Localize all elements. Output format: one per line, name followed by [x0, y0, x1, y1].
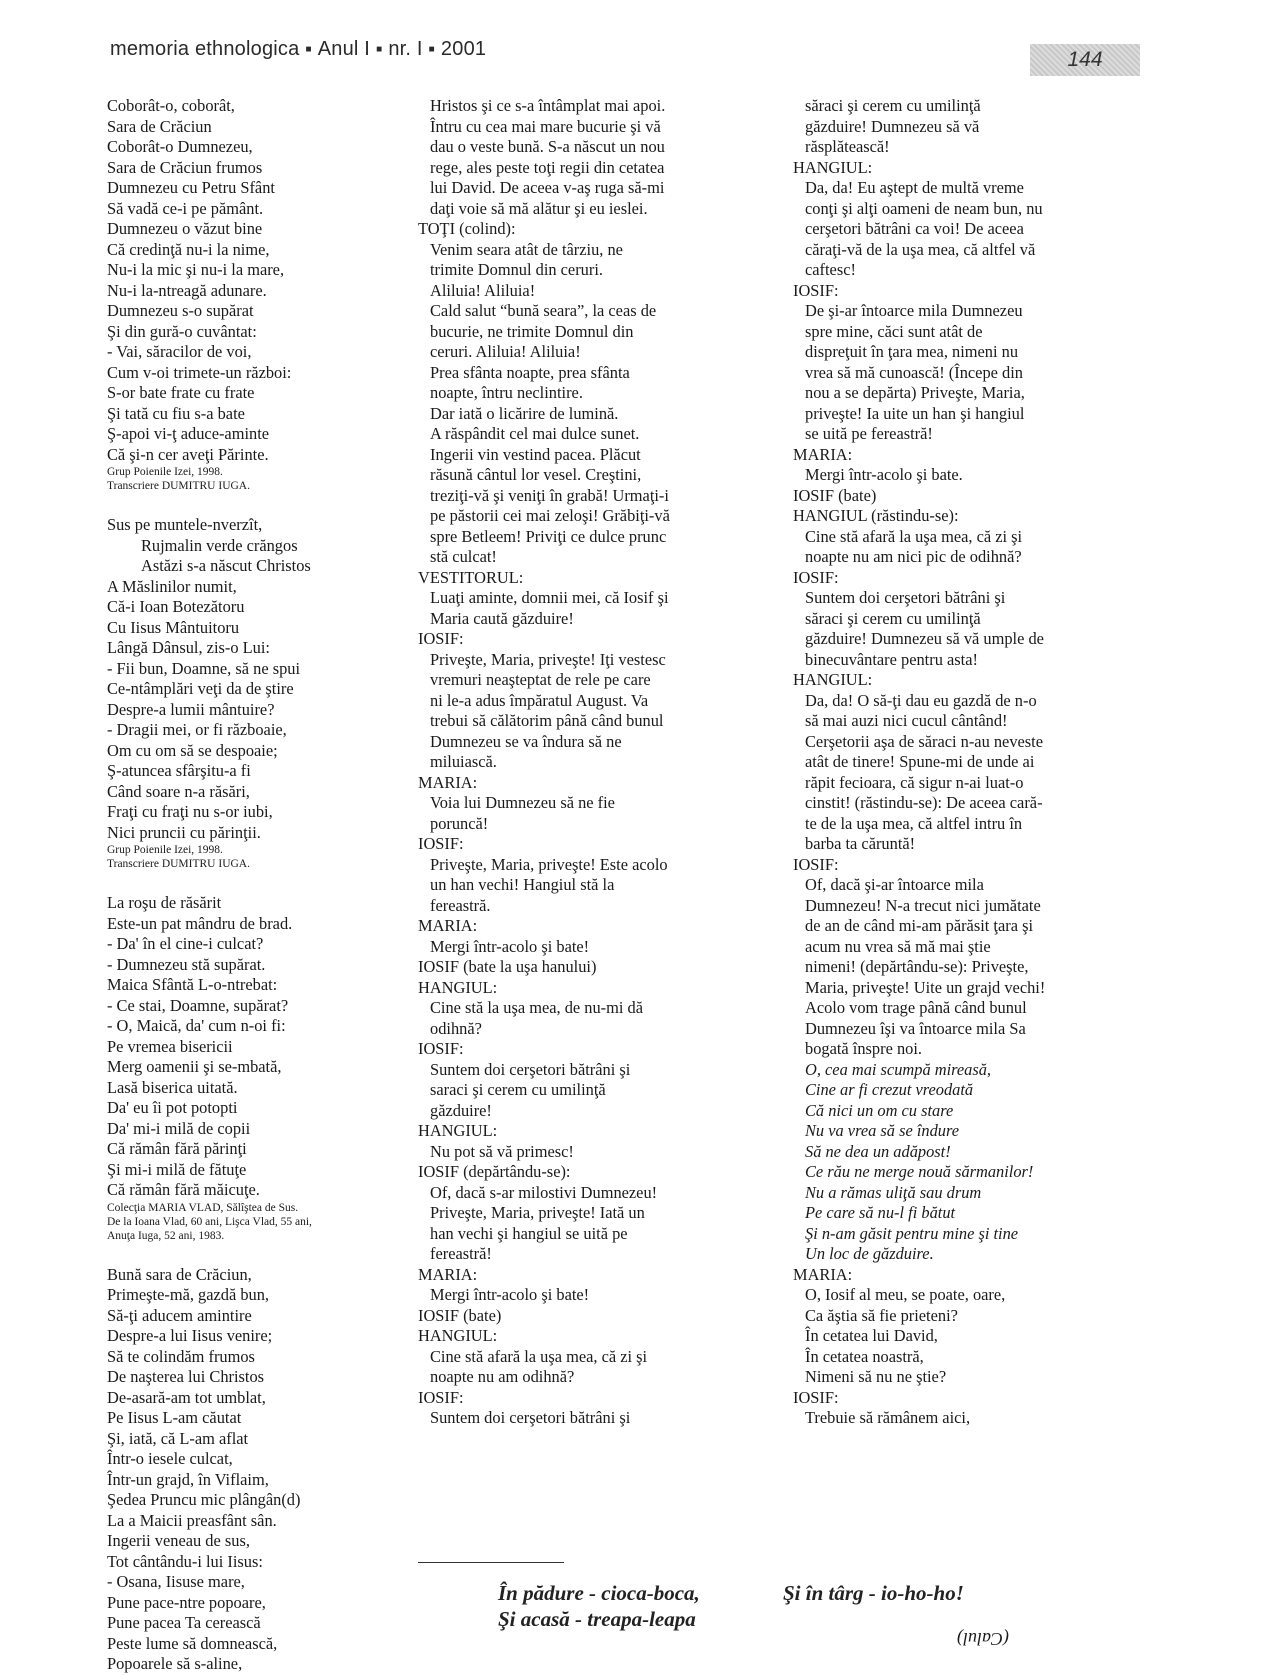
poem-line: La roşu de răsărit [107, 893, 222, 912]
dialogue-line: saraci şi cerem cu umilinţă [430, 1080, 606, 1099]
dialogue-line: căraţi-vă de la uşa mea, că altfel vă [805, 239, 1036, 259]
speaker-label: IOSIF (bate) [793, 485, 877, 505]
poem-line: Pune pacea Ta cerească [107, 1613, 261, 1632]
poem-line: Maica Sfântă L-o-ntrebat: [107, 975, 278, 994]
dialogue-line: lui David. De aceea v-aş ruga să-mi [430, 178, 665, 197]
column-play-part1 [418, 96, 758, 1429]
dialogue-line: săraci şi cerem cu umilinţă [805, 608, 981, 628]
poem-line: A Măslinilor numit, [107, 576, 237, 596]
verse-line: O, cea mai scumpă mireasă, [805, 1059, 992, 1079]
poem-line: Tot cântându-i lui Iisus: [107, 1551, 263, 1571]
poem-line: Să-ţi aducem amintire [107, 1305, 252, 1325]
running-header [110, 38, 486, 61]
dialogue-line: Cine stă afară la uşa mea, că zi şi [805, 526, 1023, 546]
dialogue-line: Of, dacă s-ar milostivi Dumnezeu! [430, 1182, 658, 1202]
dialogue-line: han vechi şi hangiul se uită pe [430, 1223, 628, 1243]
poem-line: Că şi-n cer aveţi Părinte. [107, 444, 269, 464]
dialogue-line: spre mine, căci sunt atât de [805, 321, 983, 341]
speaker-label: IOSIF: [793, 854, 839, 874]
riddle-left [498, 1580, 700, 1632]
verse-line: Să ne dea un adăpost! [805, 1141, 951, 1161]
dialogue-line: noapte nu am nici pic de odihnă? [805, 547, 1022, 566]
poem-line: Popoarele să s-aline, [107, 1654, 243, 1673]
poem-line: Şi, iată, că L-am aflat [107, 1428, 249, 1448]
dialogue-line: Cine stă afară la uşa mea, că zi şi [430, 1346, 648, 1366]
poem-line: Că rămân fără părinţi [107, 1139, 247, 1158]
stanza-gap [107, 493, 407, 515]
poem-credit: De la Ioana Vlad, 60 ani, Lişca Vlad, 55 ani, [107, 1215, 312, 1228]
speaker-label: MARIA: [418, 916, 478, 935]
dialogue-line: trimite Domnul din ceruri. [430, 260, 603, 279]
column-play-part2 [793, 96, 1143, 1429]
dialogue-line: răsună cântul lor vesel. Creştini, [430, 465, 642, 484]
dialogue-line: găzduire! Dumnezeu să vă umple de [805, 629, 1044, 648]
poem-credit: Anuţa Iuga, 52 ani, 1983. [107, 1229, 225, 1242]
dialogue-line: trebui să călătorim până când bunul [430, 711, 664, 730]
riddle-line: În pădure - cioca-boca, [498, 1581, 700, 1605]
speaker-label: HANGIUL: [418, 1121, 498, 1140]
dialogue-line: dau o veste bună. S-a născut un nou [430, 137, 665, 156]
poem-credit: Transcriere DUMITRU IUGA. [107, 480, 250, 492]
dialogue-line: săraci şi cerem cu umilinţă [805, 96, 981, 115]
poem-line: Pe vremea bisericii [107, 1036, 233, 1056]
dialogue-line: Ingerii vin vestind pacea. Plăcut [430, 444, 641, 464]
dialogue-line: Nimeni să nu ne ştie? [805, 1367, 947, 1386]
poem-line: Este-un pat mândru de brad. [107, 913, 293, 933]
journal-year: Anul I [317, 38, 371, 60]
poem-line: Pe Iisus L-am căutat [107, 1408, 242, 1427]
dialogue-line: nimeni! (depărtându-se): Priveşte, [805, 957, 1029, 976]
dialogue-line: răpit fecioara, că sigur n-ai luat-o [805, 772, 1024, 792]
poem-line: - Da' în el cine-i culcat? [107, 934, 264, 953]
speaker-label: MARIA: [793, 1264, 853, 1284]
dialogue-line: Prea sfânta noapte, prea sfânta [430, 362, 630, 382]
poem-line: Lângă Dânsul, zis-o Lui: [107, 638, 270, 657]
journal-title: memoria ethnologica [110, 38, 300, 60]
poem-line: Să te colindăm frumos [107, 1346, 255, 1366]
poem-line: Cum v-oi trimete-un război: [107, 362, 292, 382]
poem-line: Peste lume să domnească, [107, 1633, 278, 1653]
stanza-gap [107, 1243, 407, 1265]
verse-line: Şi n-am găsit pentru mine şi tine [805, 1223, 1019, 1243]
dialogue-line: noapte, întru neclintire. [430, 383, 583, 402]
stanza-gap [107, 871, 407, 893]
poem-line: - Vai, săracilor de voi, [107, 342, 252, 361]
dialogue-line: Mergi într-acolo şi bate. [805, 465, 963, 484]
dialogue-line: Cine stă la uşa mea, de nu-mi dă [430, 998, 644, 1017]
poem-line: Merg oamenii şi se-mbată, [107, 1057, 282, 1076]
poem-line: Că-i Ioan Botezătoru [107, 597, 245, 616]
speaker-label: IOSIF: [418, 834, 464, 853]
dialogue-line: Da, da! O să-ţi dau eu gazdă de n-o [805, 690, 1037, 710]
page-number: 144 [1030, 44, 1140, 76]
speaker-label: IOSIF: [418, 1039, 464, 1058]
poem-line: Dumnezeu cu Petru Sfânt [107, 178, 275, 197]
speaker-label: HANGIUL: [793, 157, 873, 177]
dialogue-line: Cerşetorii aşa de săraci n-au neveste [805, 731, 1044, 751]
poem-line: Nu-i la-ntreagă adunare. [107, 280, 267, 300]
dialogue-line: Acolo vom trage până când bunul [805, 998, 1027, 1017]
dialogue-line: Cald salut “bună seara”, la ceas de [430, 301, 657, 320]
poem-line: Ş-atuncea sfârşitu-a fi [107, 761, 251, 780]
speaker-label: MARIA: [418, 772, 478, 792]
dialogue-line: se uită pe fereastră! [805, 424, 933, 443]
dialogue-line: Maria caută găzduire! [430, 608, 574, 628]
dialogue-line: noapte nu am odihnă? [430, 1367, 575, 1386]
poem-line: Om cu om să se despoaie; [107, 740, 278, 760]
poem-line: Când soare n-a răsări, [107, 781, 250, 801]
dialogue-line: găzduire! Dumnezeu să vă [805, 116, 980, 136]
poem-line: Coborât-o, coborât, [107, 96, 235, 115]
speaker-label: HANGIUL: [418, 977, 498, 997]
poem-line: Ingerii veneau de sus, [107, 1531, 250, 1550]
dialogue-line: Dumnezeu se va îndura să ne [430, 731, 622, 751]
divider-line [418, 1562, 564, 1563]
speaker-label: IOSIF (bate) [418, 1305, 502, 1325]
poem-line: Sara de Crăciun frumos [107, 157, 263, 177]
dialogue-line: cerşetori bătrâni ca voi! De aceea [805, 219, 1024, 238]
dialogue-line: vrea să mă cunoască! (Începe din [805, 362, 1023, 382]
dialogue-line: priveşte! Ia uite un han şi hangiul [805, 403, 1025, 423]
dialogue-line: O, Iosif al meu, se poate, oare, [805, 1285, 1006, 1304]
dialogue-line: Da, da! Eu aştept de multă vreme [805, 178, 1024, 197]
dialogue-line: miluiască. [430, 752, 497, 771]
poem-line: Într-o iesele culcat, [107, 1449, 233, 1468]
verse-line: Nu a rămas uliţă sau drum [805, 1182, 982, 1202]
poem-line: Nu-i la mic şi nu-i la mare, [107, 260, 285, 279]
dialogue-line: Dumnezeu îşi va întoarce mila Sa [805, 1018, 1026, 1038]
dialogue-line: Of, dacă şi-ar întoarce mila [805, 875, 984, 894]
dialogue-line: binecuvântare pentru asta! [805, 649, 978, 669]
riddle-answer-inverted: (Calul) [957, 1629, 1009, 1649]
dialogue-line: să mai auzi nici cucul cântând! [805, 711, 1008, 730]
journal-number: nr. I [388, 38, 423, 60]
speaker-label: HANGIUL: [793, 670, 873, 689]
poem-line: Şi tată cu fiu s-a bate [107, 403, 245, 423]
speaker-label: IOSIF: [793, 567, 839, 587]
dialogue-line: spre Betleem! Priviţi ce dulce prunc [430, 526, 667, 546]
dialogue-line: rege, ales peste toţi regii din cetatea [430, 157, 665, 177]
speaker-label: IOSIF: [418, 629, 464, 648]
dialogue-line: poruncă! [430, 813, 489, 833]
dialogue-line: Priveşte, Maria, priveşte! Este acolo [430, 854, 668, 874]
speaker-label: IOSIF: [793, 280, 839, 300]
poem-line: De naşterea lui Christos [107, 1367, 265, 1386]
dialogue-line: pe păstorii cei mai zeloşi! Grăbiţi-vă [430, 506, 670, 525]
poem-line: Primeşte-mă, gazdă bun, [107, 1285, 270, 1304]
speaker-label: MARIA: [793, 444, 853, 464]
poem-credit: Colecţia MARIA VLAD, Sălîştea de Sus. [107, 1201, 299, 1214]
separator-square-icon: ■ [305, 44, 312, 56]
dialogue-line: vremuri neaşteptat de rele pe care [430, 670, 651, 689]
dialogue-line: de an de când mi-am părăsit ţara şi [805, 916, 1034, 935]
dialogue-line: ni le-a adus împăratul August. Va [430, 690, 649, 710]
dialogue-line: Priveşte, Maria, priveşte! Iţi vestesc [430, 649, 666, 669]
dialogue-line: fereastră! [430, 1244, 492, 1263]
poem-line: Că credinţă nu-i la nime, [107, 239, 270, 259]
dialogue-line: fereastră. [430, 895, 491, 915]
dialogue-line: Dar iată o licărire de lumină. [430, 403, 619, 423]
dialogue-line: De şi-ar întoarce mila Dumnezeu [805, 301, 1023, 320]
poem-line: Rujmalin verde crăngos [141, 535, 298, 555]
dialogue-line: odihnă? [430, 1018, 482, 1038]
dialogue-line: treziţi-vă şi veniţi în grabă! Urmaţi-i [430, 485, 669, 505]
dialogue-line: atât de tinere! Spune-mi de unde ai [805, 752, 1035, 771]
journal-date: 2001 [440, 38, 487, 60]
poem-line: - Osana, Iisuse mare, [107, 1572, 245, 1591]
speaker-label: VESTITORUL: [418, 567, 524, 587]
speaker-label: IOSIF (bate la uşa hanului) [418, 957, 597, 976]
dialogue-line: Voia lui Dumnezeu să ne fie [430, 793, 615, 812]
dialogue-line: Suntem doi cerşetori bătrâni şi [805, 588, 1006, 607]
dialogue-line: Dumnezeu! N-a trecut nici jumătate [805, 895, 1041, 915]
dialogue-line: În cetatea lui David, [805, 1326, 938, 1345]
poem-line: Şi mi-i milă de fătuţe [107, 1159, 247, 1179]
poem-line: Bună sara de Crăciun, [107, 1264, 252, 1284]
poem-credit: Transcriere DUMITRU IUGA. [107, 858, 250, 870]
poem-line: Ş-apoi vi-ţ aduce-aminte [107, 424, 270, 443]
poem-line: - Dragii mei, or fi războaie, [107, 720, 287, 739]
riddle-line: Şi acasă - treapa-leapa [498, 1607, 696, 1631]
dialogue-line: bucurie, ne trimite Domnul din [430, 321, 634, 341]
verse-line: Pe care să nu-l fi bătut [805, 1203, 956, 1222]
poem-line: Ce-ntâmplări veţi da de ştire [107, 679, 294, 698]
poem-line: Despre-a lui Iisus venire; [107, 1326, 273, 1345]
poem-line: Astăzi s-a născut Christos [141, 556, 311, 575]
poem-line: Într-un grajd, în Viflaim, [107, 1469, 269, 1489]
column-carols [107, 96, 407, 1675]
dialogue-line: acum nu vrea să mă mai ştie [805, 936, 991, 956]
poem-line: Cu Iisus Mântuitoru [107, 617, 240, 637]
dialogue-line: A răspândit cel mai dulce sunet. [430, 424, 640, 443]
verse-line: Că nici un om cu stare [805, 1100, 954, 1120]
poem-credit: Grup Poienile Izei, 1998. [107, 844, 223, 856]
separator-square-icon: ■ [428, 44, 435, 56]
poem-line: Dumnezeu s-o supărat [107, 301, 254, 320]
poem-line: Dumnezeu o văzut bine [107, 219, 263, 238]
poem-line: Să vadă ce-i pe pământ. [107, 198, 264, 218]
dialogue-line: Suntem doi cerşetori bătrâni şi [430, 1059, 631, 1079]
dialogue-line: Mergi într-acolo şi bate! [430, 936, 590, 956]
dialogue-line: Priveşte, Maria, priveşte! Iată un [430, 1203, 645, 1222]
dialogue-line: nou a se depărta) Priveşte, Maria, [805, 383, 1025, 402]
poem-line: - O, Maică, da' cum n-oi fi: [107, 1016, 286, 1035]
dialogue-line: În cetatea noastră, [805, 1346, 924, 1366]
poem-line: De-asară-am tot umblat, [107, 1387, 266, 1407]
verse-line: Ce rău ne merge nouă sărmanilor! [805, 1162, 1034, 1181]
speaker-label: IOSIF: [793, 1387, 839, 1407]
poem-line: Că rămân fără măicuţe. [107, 1180, 260, 1199]
poem-line: Fraţi cu fraţi nu s-or iubi, [107, 802, 273, 821]
poem-line: Despre-a lumii mântuire? [107, 699, 275, 719]
dialogue-line: ceruri. Aliluia! Aliluia! [430, 342, 581, 361]
speaker-label: IOSIF (depărtându-se): [418, 1162, 571, 1181]
dialogue-line: dispreţuit în ţara mea, nimeni nu [805, 342, 1019, 361]
speaker-label: HANGIUL: [418, 1326, 498, 1345]
dialogue-line: caftesc! [805, 260, 856, 279]
dialogue-line: Nu pot să vă primesc! [430, 1141, 574, 1161]
poem-line: Lasă biserica uitată. [107, 1077, 238, 1097]
verse-line: Cine ar fi crezut vreodată [805, 1080, 974, 1099]
dialogue-line: Luaţi aminte, domnii mei, că Iosif şi [430, 588, 669, 607]
poem-credit: Grup Poienile Izei, 1998. [107, 466, 223, 478]
dialogue-line: răsplătească! [805, 137, 890, 156]
dialogue-line: te de la uşa mea, că altfel intru în [805, 813, 1023, 833]
dialogue-line: Întru cu cea mai mare bucurie şi vă [430, 116, 661, 136]
dialogue-line: Mergi într-acolo şi bate! [430, 1285, 590, 1304]
poem-line: Sara de Crăciun [107, 116, 212, 136]
riddle-right: Şi în târg - io-ho-ho! [783, 1581, 964, 1605]
speaker-label: MARIA: [418, 1264, 478, 1284]
poem-line: Coborât-o Dumnezeu, [107, 137, 253, 156]
poem-line: Pune pace-ntre popoare, [107, 1592, 266, 1612]
dialogue-line: un han vechi! Hangiul stă la [430, 875, 615, 894]
dialogue-line: Ca ăştia să fie prieteni? [805, 1305, 958, 1325]
dialogue-line: Maria, priveşte! Uite un grajd vechi! [805, 977, 1046, 997]
speaker-label: TOŢI (colind): [418, 219, 516, 238]
poem-line: Da' mi-i milă de copii [107, 1118, 251, 1138]
dialogue-line: Venim seara atât de târziu, ne [430, 239, 623, 259]
dialogue-line: găzduire! [430, 1100, 492, 1120]
dialogue-line: daţi voie să mă alătur şi eu ieslei. [430, 198, 648, 218]
poem-line: Nici pruncii cu părinţii. [107, 822, 261, 842]
poem-line: La a Maicii preasfânt sân. [107, 1510, 277, 1530]
poem-line: - Fii bun, Doamne, să ne spui [107, 658, 301, 678]
verse-line: Un loc de găzduire. [805, 1244, 934, 1263]
dialogue-line: stă culcat! [430, 547, 497, 566]
separator-square-icon: ■ [376, 44, 383, 56]
poem-line: S-or bate frate cu frate [107, 383, 255, 402]
poem-line: - Ce stai, Doamne, supărat? [107, 995, 289, 1015]
dialogue-line: bogată înspre noi. [805, 1039, 922, 1058]
dialogue-line: conţi şi alţi oameni de neam bun, nu [805, 198, 1043, 218]
dialogue-line: Hristos şi ce s-a întâmplat mai apoi. [430, 96, 666, 115]
poem-line: Sus pe muntele-nverzît, [107, 515, 263, 534]
speaker-label: HANGIUL (răstindu-se): [793, 506, 959, 525]
dialogue-line: barba ta căruntă! [805, 834, 916, 853]
speaker-label: IOSIF: [418, 1387, 464, 1407]
poem-line: Şedea Pruncu mic plângân(d) [107, 1490, 301, 1509]
dialogue-line: Suntem doi cerşetori bătrâni şi [430, 1408, 631, 1427]
poem-line: Da' eu îi pot potopti [107, 1098, 238, 1117]
dialogue-line: cinstit! (răstindu-se): De aceea cară- [805, 793, 1043, 812]
dialogue-line: Trebuie să rămânem aici, [805, 1408, 971, 1427]
poem-line: Şi din gură-o cuvântat: [107, 321, 257, 341]
verse-line: Nu va vrea să se îndure [805, 1121, 960, 1140]
poem-line: - Dumnezeu stă supărat. [107, 954, 266, 974]
dialogue-line: Aliluia! Aliluia! [430, 280, 536, 300]
